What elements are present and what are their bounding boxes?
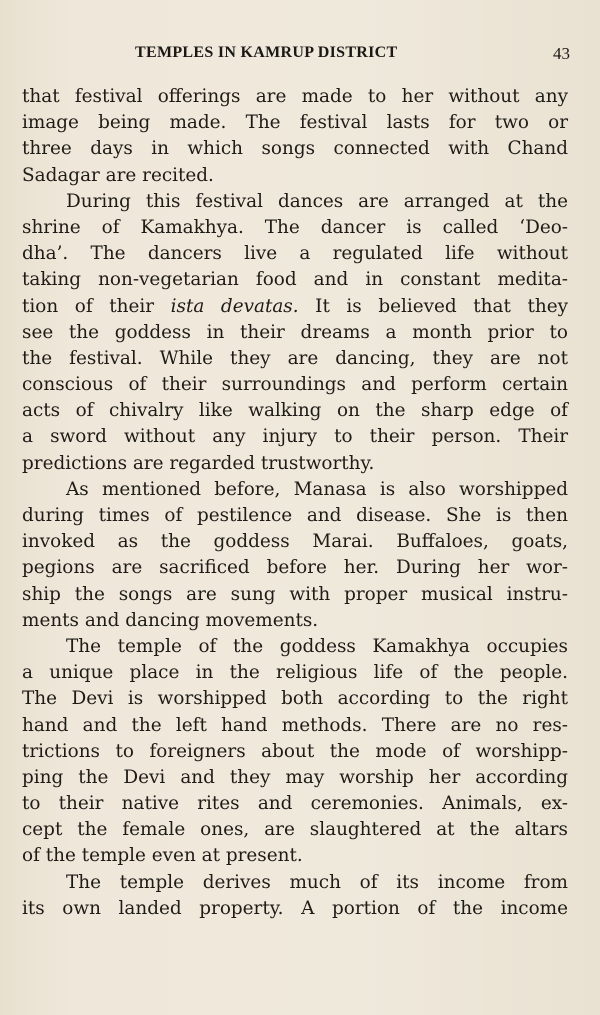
text-line: predictions are regarded trustworthy.: [22, 452, 375, 474]
italic-term: ista devatas.: [170, 295, 299, 317]
text-line: ments and dancing movements.: [22, 609, 319, 631]
text-line: The temple of the goddess Kamakhya occupies: [66, 635, 568, 657]
text-line: invoked as the goddess Marai. Buffaloes, goats,: [22, 531, 568, 553]
text-line-with-italic: [22, 294, 568, 320]
text-line: the festival. While they are dancing, they are not: [22, 347, 568, 369]
text-line: a unique place in the religious life of the people.: [22, 662, 568, 684]
running-title: TEMPLES IN KAMRUP DISTRICT: [135, 44, 398, 61]
text-line: to their native rites and ceremonies. Animals, ex-: [22, 793, 568, 815]
text-line: conscious of their surroundings and perform certain: [22, 374, 568, 396]
text-line: hand and the left hand methods. There are no res-: [22, 714, 568, 736]
text-line: cept the female ones, are slaughtered at the altars: [22, 819, 568, 841]
text-line: that festival offerings are made to her without any: [22, 86, 568, 107]
text-fragment: It is believed that they: [298, 295, 568, 317]
text-line: taking non-vegetarian food and in constant medita-: [22, 269, 568, 291]
text-line: three days in which songs connected with Chand: [22, 138, 568, 160]
text-line: Sadagar are recited.: [22, 164, 214, 186]
text-line: As mentioned before, Manasa is also worshipped: [66, 478, 568, 500]
text-line: during times of pestilence and disease. She is then: [22, 505, 568, 526]
text-line: image being made. The festival lasts for two or: [22, 112, 568, 134]
page-number: 43: [553, 44, 570, 63]
text-line: ping the Devi and they may worship her according: [22, 766, 568, 788]
text-line: ship the songs are sung with proper musical instru-: [22, 583, 568, 605]
text-line: The Devi is worshipped both according to the right: [22, 688, 568, 710]
text-line: acts of chivalry like walking on the sharp edge of: [22, 400, 568, 422]
text-line: During this festival dances are arranged at the: [66, 190, 568, 212]
text-line: shrine of Kamakhya. The dancer is called ‘Deo-: [22, 216, 568, 238]
text-line: dha’. The dancers live a regulated life without: [22, 243, 568, 265]
text-fragment: tion of their: [22, 295, 171, 317]
body-text: [22, 84, 568, 922]
text-line: its own landed property. A portion of the income: [22, 897, 568, 919]
text-line: trictions to foreigners about the mode of worshipp-: [22, 740, 568, 762]
text-line: The temple derives much of its income from: [66, 871, 568, 893]
text-line: pegions are sacrificed before her. During her wor-: [22, 557, 568, 579]
text-line: see the goddess in their dreams a month prior to: [22, 321, 568, 343]
text-line: of the temple even at present.: [22, 845, 303, 867]
text-line: a sword without any injury to their person. Their: [22, 426, 568, 448]
page-header: [135, 44, 570, 66]
